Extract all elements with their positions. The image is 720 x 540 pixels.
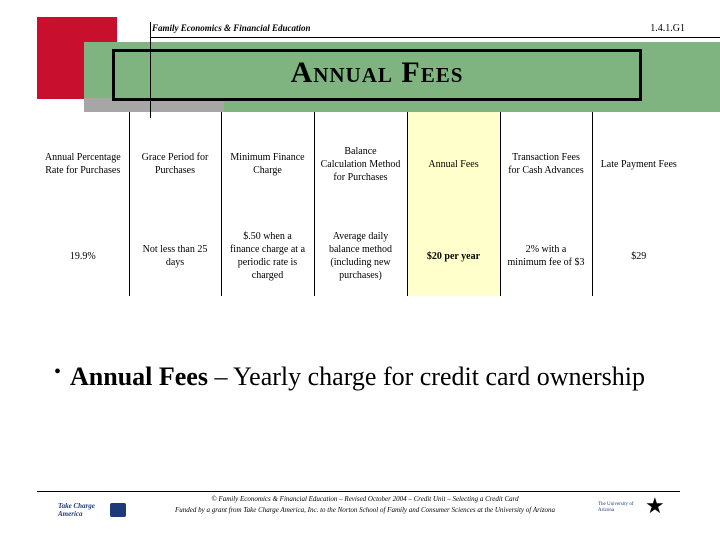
- course-header: Family Economics & Financial Education: [152, 23, 311, 33]
- header-cell-min-charge: Minimum Finance Charge: [221, 112, 314, 216]
- header-cell-transaction-fees: Transaction Fees for Cash Advances: [500, 112, 592, 216]
- star-icon: ★: [645, 493, 665, 518]
- value-cell-apr: 19.9%: [37, 216, 129, 296]
- value-cell-late-fees: $29: [592, 216, 685, 296]
- table-row: [37, 216, 685, 296]
- header-cell-late-fees: Late Payment Fees: [592, 112, 685, 216]
- value-cell-grace: Not less than 25 days: [129, 216, 221, 296]
- value-cell-annual-fees: $20 per year: [407, 216, 500, 296]
- slide-title: Annual Fees: [290, 56, 464, 89]
- footer: [130, 494, 600, 516]
- slide-code: 1.4.1.G1: [650, 23, 685, 34]
- footer-copyright: © Family Economics & Financial Education – Revised October 2004 – Credit Unit – Selecting a Credit Card: [211, 495, 519, 503]
- value-cell-balance-method: Average daily balance method (including new purchases): [314, 216, 407, 296]
- take-charge-america-logo: [58, 503, 108, 518]
- logo-right-text: The University of Arizona: [598, 502, 634, 513]
- fees-table: [37, 112, 685, 296]
- value-cell-transaction-fees: 2% with a minimum fee of $3: [500, 216, 592, 296]
- footer-funding: Funded by a grant from Take Charge America, Inc. to the Norton School of Family and Consumer Sciences at the University of Arizona: [174, 505, 556, 514]
- logo-left-text: Take Charge America: [58, 502, 95, 518]
- footer-divider: [37, 491, 680, 492]
- decor-horizontal-line: [150, 37, 720, 38]
- table-header-row: [37, 112, 685, 216]
- bullet-icon: •: [54, 361, 62, 383]
- header-cell-balance-method: Balance Calculation Method for Purchases: [314, 112, 407, 216]
- header-cell-annual-fees: Annual Fees: [407, 112, 500, 216]
- value-cell-min-charge: $.50 when a finance charge at a periodic rate is charged: [221, 216, 314, 296]
- header-cell-grace: Grace Period for Purchases: [129, 112, 221, 216]
- bullet-term: Annual Fees: [70, 362, 208, 391]
- bullet-definition: – Yearly charge for credit card ownership: [207, 362, 646, 391]
- header-cell-apr: Annual Percentage Rate for Purchases: [37, 112, 129, 216]
- logo-emblem-icon: [110, 503, 126, 517]
- university-logo: [598, 502, 648, 514]
- bullet-point: [54, 360, 670, 393]
